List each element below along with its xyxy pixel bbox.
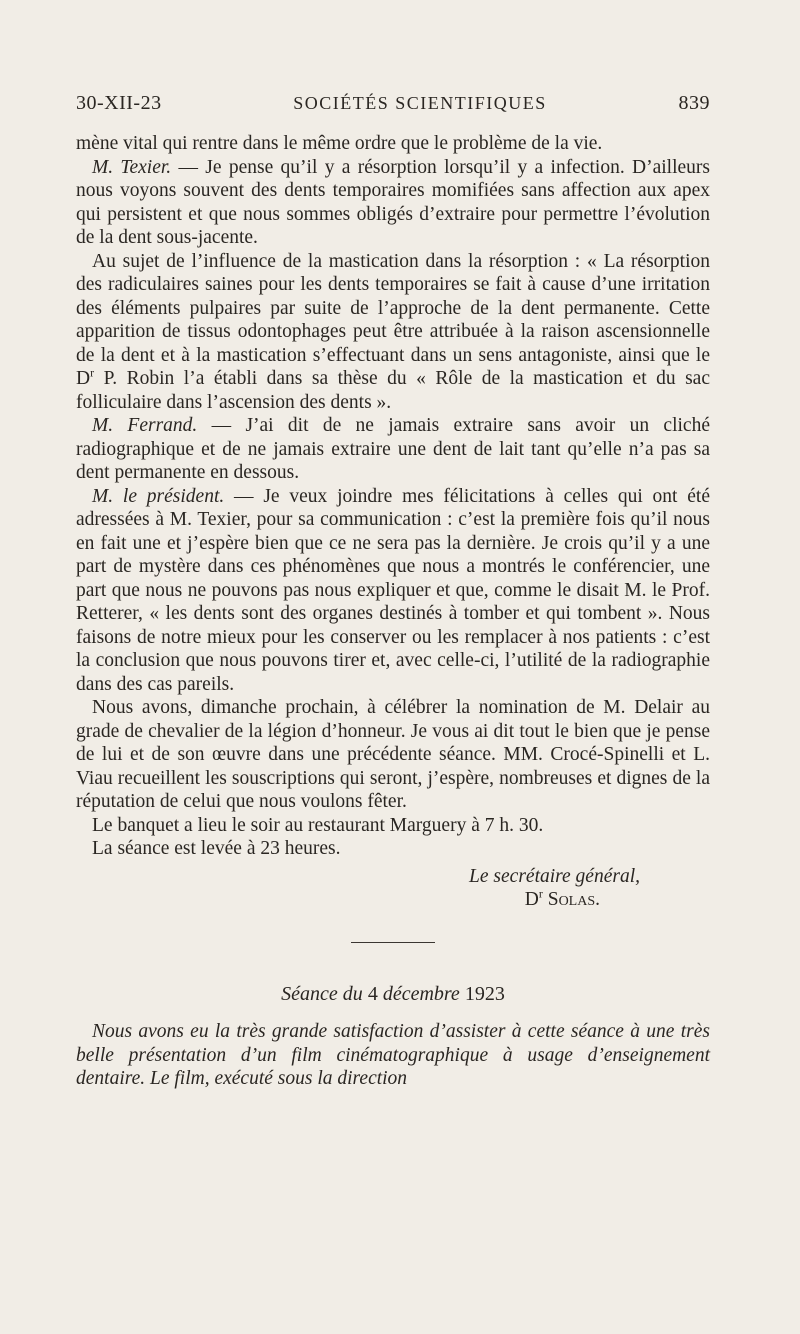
running-head (76, 92, 710, 122)
president-text: — Je veux joindre mes félicitations à celles qui ont été adressées à M. Texier, pour sa communication : c’est la première fois qu’il nous en fait une et j’espère bien que ce ne sera pas la dernière. Je crois qu’il y a une part de mystère dans ces phénomènes que nous a montrés le conférencier, une part que nous ne pouvons pas nous expliquer et que, comme le disait M. le Prof. Retterer, « les dents sont des organes destinés à tomber et qui tombent ». Nous faisons de notre mieux pour les conserver ou les remplacer à nos patients : c’est la conclusion que nous pouvons tirer et, avec celle-ci, l’utilité de la radiographie dans des cas pareils. (76, 485, 710, 695)
heading-day: 4 (367, 982, 378, 1005)
signature-name-prefix: D (524, 889, 539, 910)
main-text (76, 132, 710, 1091)
speaker-president: M. le président. (92, 485, 225, 507)
section-heading (76, 983, 710, 1007)
ferrand-text: — J’ai dit de ne jamais extraire sans avoir un cliché radiographique et de ne jamais extraire une dent de lait tant qu’elle n’a pas sa dent permanente en dessous. (76, 415, 710, 483)
paragraph-texier (76, 156, 710, 250)
signature-name (76, 888, 640, 912)
page-number: 839 (678, 92, 710, 114)
mastication-text-b: P. Robin l’a établi dans sa thèse du « Rôle de la mastication et du sac folliculaire dans l’ascension des dents ». (76, 368, 710, 413)
heading-year: 1923 (464, 982, 505, 1005)
heading-part-a: Séance du (281, 982, 368, 1005)
paragraph-banquet: Le banquet a lieu le soir au restaurant Marguery à 7 h. 30. (92, 814, 544, 836)
paragraph-continuation: mène vital qui rentre dans le même ordre que le problème de la vie. (76, 133, 603, 154)
paragraph-president (76, 485, 710, 697)
texier-text: — Je pense qu’il y a résorption lorsqu’il y a infection. D’ailleurs nous voyons souvent des dents temporaires momifiées sans affection aux apex qui persistent et que nous sommes obligés d’extraire pour permettre l’évolution de la dent sous-jacente. (76, 156, 710, 248)
signature-title: Le secrétaire général, (469, 865, 640, 887)
doctor-superscript: r (90, 365, 95, 380)
paragraph-delair: Nous avons, dimanche prochain, à célébrer la nomination de M. Delair au grade de chevalier de la légion d’honneur. Je vous ai dit tout le bien que je pense de lui et de son œuvre dans une précédente séance. MM. Crocé-Spinelli et L. Viau recueillent les souscriptions qui seront, j’espère, nombreuses et dignes de la réputation de celui que nous voulons fêter. (76, 697, 710, 812)
mastication-text-a: Au sujet de l’influence de la mastication dans la résorption : « La résorption des radiculaires saines pour les dents temporaires se fait à cause d’une irritation des éléments pulpaires par suite de l’approche de la dent permanente. Cette apparition de tissus odontophages peut être attribuée à la raison ascensionnelle de la dent et à la mastication s’effectuant dans un sens antagoniste, ainsi que le D (76, 250, 710, 389)
heading-part-b: décembre (377, 982, 465, 1005)
speaker-ferrand: M. Ferrand. (92, 415, 198, 436)
paragraph-mastication (76, 250, 710, 415)
running-head-date: 30-XII-23 (76, 92, 162, 114)
section-intro: Nous avons eu la très grande satisfaction d’assister à cette séance à une très belle présentation d’un film cinématographique à usage d’enseignement dentaire. Le film, exécuté sous la direction (76, 1021, 710, 1089)
signature-block (76, 865, 710, 912)
running-head-title: SOCIÉTÉS SCIENTIFIQUES (293, 93, 547, 113)
paragraph-ferrand (76, 414, 710, 485)
section-divider (351, 942, 435, 943)
speaker-texier: M. Texier. (92, 156, 172, 178)
paragraph-closing: La séance est levée à 23 heures. (92, 838, 341, 859)
signature-surname: Solas. (547, 889, 600, 910)
signature-name-sup: r (538, 886, 543, 901)
